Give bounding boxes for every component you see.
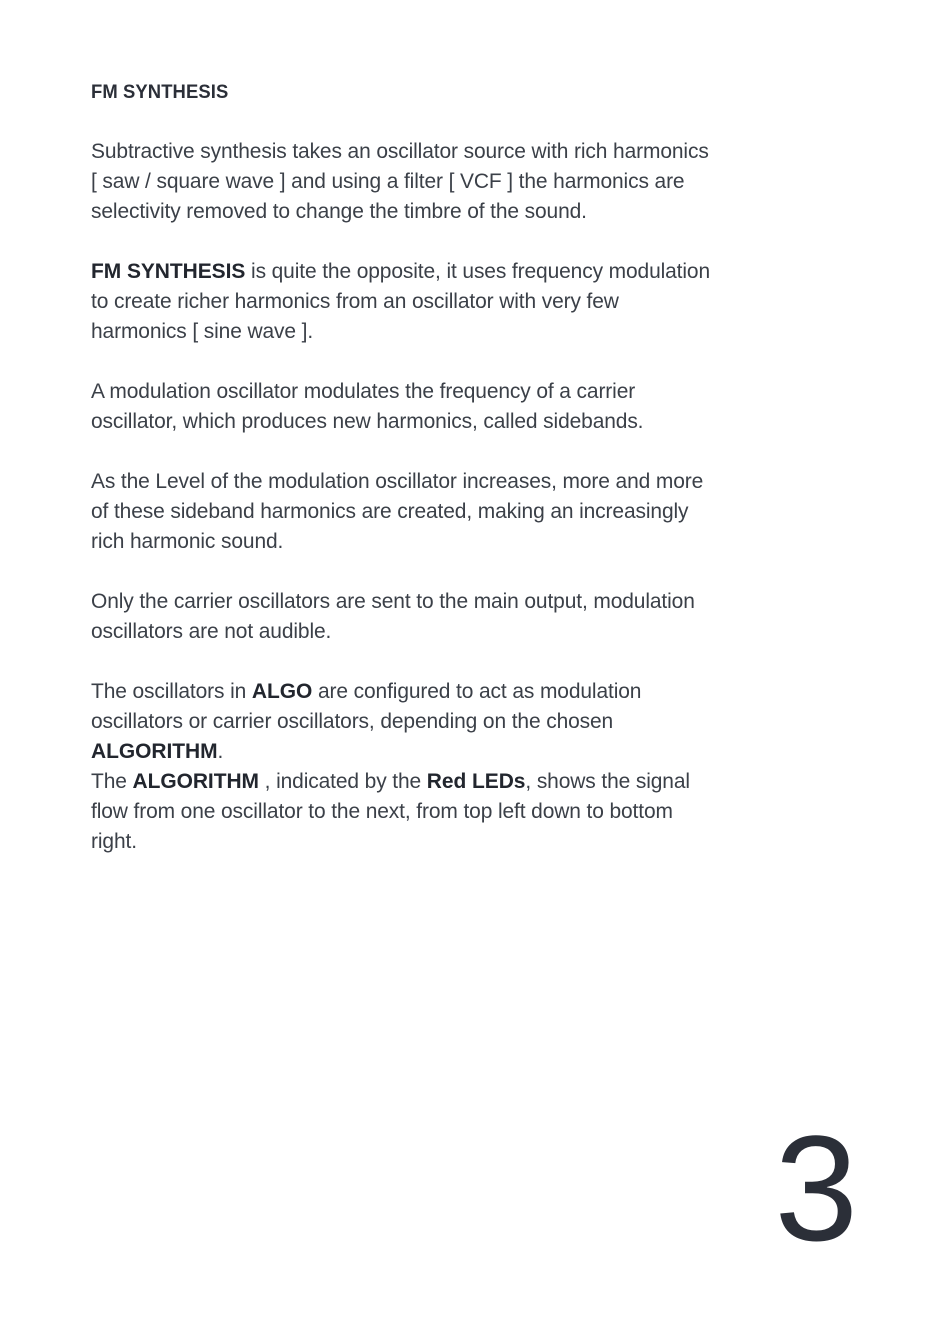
text-period: .: [217, 739, 224, 763]
page-title: FM SYNTHESIS: [91, 82, 229, 103]
text-the: The: [91, 769, 133, 793]
page-number: 3: [774, 1104, 856, 1272]
paragraph-carrier-output: Only the carrier oscillators are sent to the main output, modulation oscillators are not audible.: [91, 589, 695, 643]
document-content: [91, 80, 731, 856]
paragraph-algo-algorithm: [91, 676, 715, 856]
bold-algo: ALGO: [251, 679, 313, 703]
text-signal-flow: , shows the signal flow from one oscillator to the next, from top left down to bottom right.: [91, 769, 690, 853]
bold-red-leds: Red LEDs: [426, 769, 526, 793]
bold-fm-synthesis: FM SYNTHESIS: [91, 259, 246, 283]
text-oscillators-in: The oscillators in: [91, 679, 252, 703]
paragraph-fm-synthesis-body: is quite the opposite, it uses frequency modulation to create richer harmonics from an oscillator with very few harmonics [ sine wave ].: [91, 259, 711, 343]
text-indicated-by-the: , indicated by the: [258, 769, 427, 793]
paragraph-modulation-oscillator: A modulation oscillator modulates the frequency of a carrier oscillator, which produces new harmonics, called sidebands.: [91, 379, 644, 433]
paragraph-subtractive-synthesis: Subtractive synthesis takes an oscillator source with rich harmonics [ saw / square wave ] and using a filter [ VCF ] the harmonics are selectivity removed to change the timbre of the sound.: [91, 139, 709, 223]
bold-algorithm-first: ALGORITHM: [91, 739, 218, 763]
text-configured-to-act: are configured to act as modulation oscillators or carrier oscillators, depending on the chosen: [91, 679, 642, 733]
paragraph-fm-synthesis-opposite: [91, 256, 715, 346]
paragraph-level-increase: As the Level of the modulation oscillator increases, more and more of these sideband harmonics are created, making an increasingly rich harmonic sound.: [91, 469, 704, 553]
bold-algorithm-second: ALGORITHM: [132, 769, 259, 793]
